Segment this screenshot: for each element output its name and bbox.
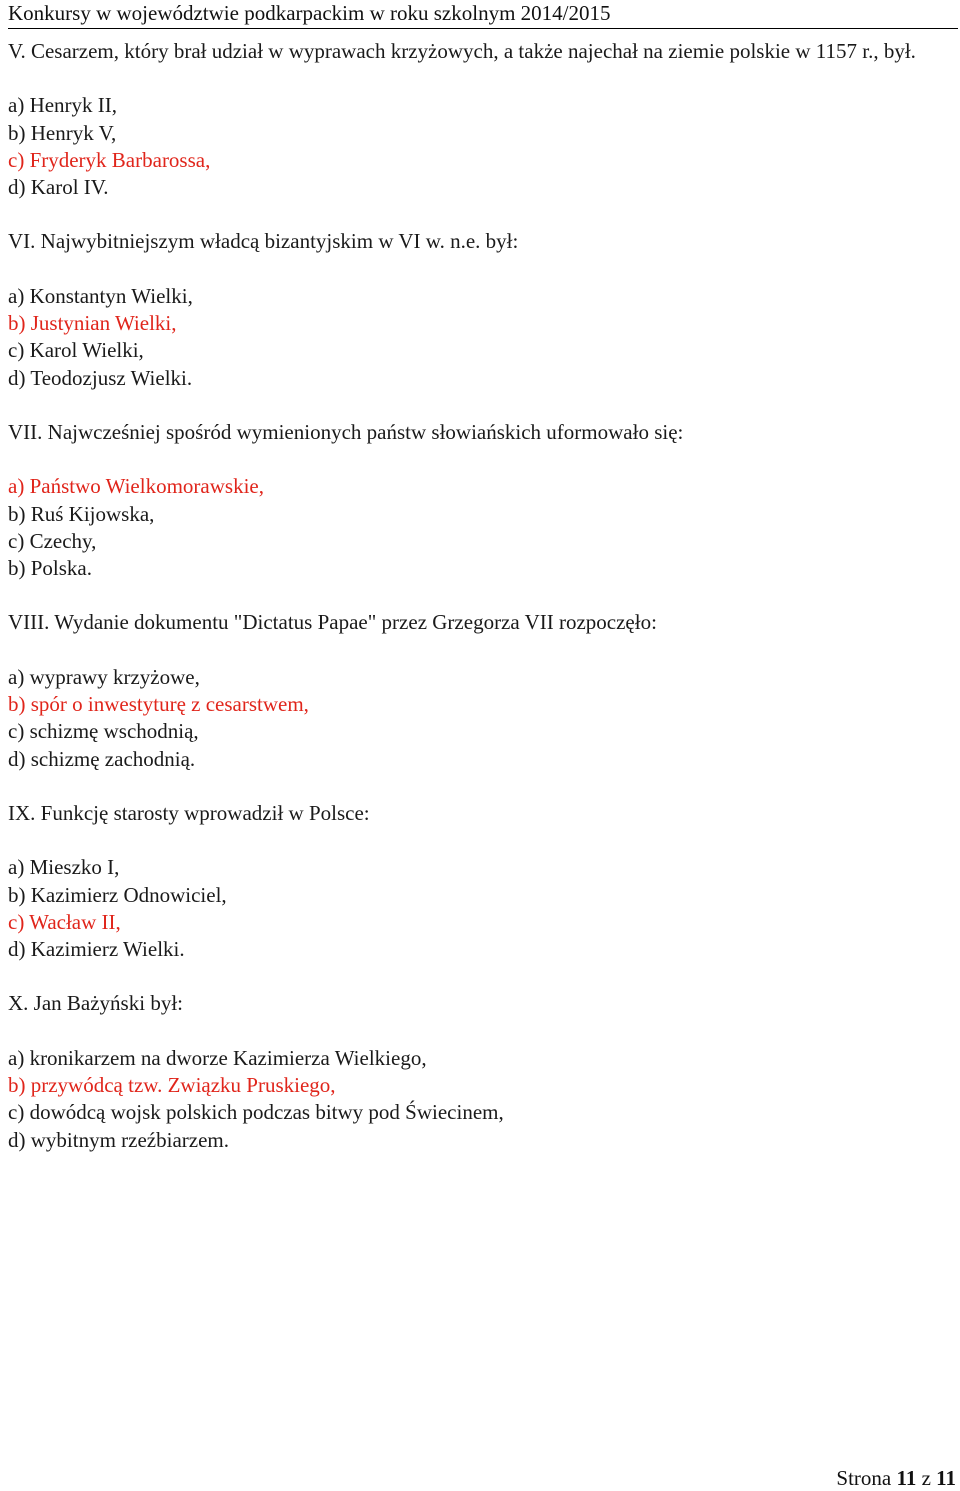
answer-option: c) dowódcą wojsk polskich podczas bitwy pod Świecinem, — [8, 1100, 504, 1125]
answer-option: a) kronikarzem na dworze Kazimierza Wielkiego, — [8, 1045, 427, 1070]
answer-option: b) Kazimierz Odnowiciel, — [8, 882, 227, 907]
answer-list — [8, 473, 958, 582]
answer-option: c) Czechy, — [8, 528, 97, 553]
answer-option: a) Mieszko I, — [8, 855, 120, 880]
answer-option-correct: b) przywódcą tzw. Związku Pruskiego, — [8, 1073, 336, 1098]
answer-option-correct: c) Wacław II, — [8, 909, 121, 934]
answer-list — [8, 854, 958, 963]
page-label: Strona — [836, 1466, 892, 1490]
answer-option: b) Polska. — [8, 556, 92, 581]
answer-option: d) Kazimierz Wielki. — [8, 937, 185, 962]
page-footer — [836, 1465, 956, 1491]
answer-list — [8, 283, 958, 392]
answer-option-correct: b) Justynian Wielki, — [8, 311, 177, 336]
answer-option: c) Karol Wielki, — [8, 338, 144, 363]
current-page-number: 11 — [896, 1466, 917, 1490]
question-text: V. Cesarzem, który brał udział w wyprawach krzyżowych, a także najechał na ziemie polskie w 1157 r., był. — [8, 39, 916, 63]
answer-option: d) Teodozjusz Wielki. — [8, 365, 193, 390]
total-pages-number: 11 — [936, 1466, 956, 1490]
answer-option: a) Konstantyn Wielki, — [8, 283, 193, 308]
answer-list — [8, 92, 958, 201]
question-text: VII. Najwcześniej spośród wymienionych państw słowiańskich uformowało się: — [8, 419, 684, 444]
question-text: IX. Funkcję starosty wprowadził w Polsce: — [8, 800, 370, 825]
question-block — [8, 38, 958, 201]
answer-option: b) Henryk V, — [8, 120, 117, 145]
question-text: X. Jan Bażyński był: — [8, 991, 183, 1016]
answer-option-correct: c) Fryderyk Barbarossa, — [8, 147, 211, 172]
answer-option-correct: b) spór o inwestyturę z cesarstwem, — [8, 692, 309, 717]
answer-option: c) schizmę wschodnią, — [8, 719, 199, 744]
question-block — [8, 990, 958, 1153]
answer-option: a) Henryk II, — [8, 93, 118, 118]
answer-option: a) wyprawy krzyżowe, — [8, 664, 200, 689]
question-text: VI. Najwybitniejszym władcą bizantyjskim w VI w. n.e. był: — [8, 229, 519, 254]
question-text: VIII. Wydanie dokumentu "Dictatus Papae" przez Grzegorza VII rozpoczęło: — [8, 610, 657, 635]
answer-option: b) Ruś Kijowska, — [8, 501, 155, 526]
answer-option: d) Karol IV. — [8, 175, 109, 200]
answer-option-correct: a) Państwo Wielkomorawskie, — [8, 474, 264, 499]
question-block — [8, 800, 958, 963]
page-header — [8, 0, 958, 29]
answer-option: d) wybitnym rzeźbiarzem. — [8, 1127, 229, 1152]
question-list — [8, 38, 958, 1181]
answer-list — [8, 664, 958, 773]
answer-option: d) schizmę zachodnią. — [8, 746, 196, 771]
question-block — [8, 228, 958, 391]
question-block — [8, 419, 958, 582]
answer-list — [8, 1045, 958, 1154]
question-block — [8, 609, 958, 772]
header-title: Konkursy w województwie podkarpackim w roku szkolnym 2014/2015 — [8, 1, 611, 25]
page-separator: z — [921, 1466, 931, 1490]
